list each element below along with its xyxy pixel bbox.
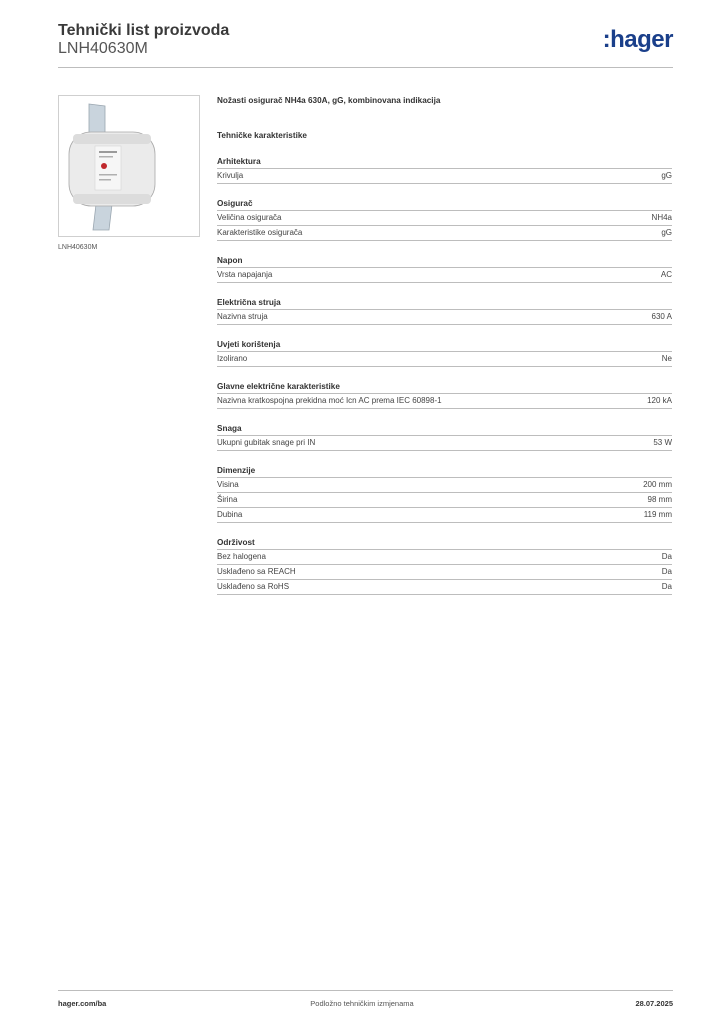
- spec-group: [217, 537, 672, 595]
- logo-text: hager: [610, 26, 673, 53]
- spec-row: [217, 550, 672, 565]
- fuse-illustration: [59, 96, 199, 236]
- spec-row: [217, 310, 672, 325]
- spec-value: 53 W: [653, 438, 672, 447]
- spec-row: [217, 436, 672, 451]
- hager-logo: :hager: [602, 26, 673, 53]
- spec-groups: [217, 156, 672, 595]
- footer-disclaimer: Podložno tehničkim izmjenama: [310, 999, 414, 1008]
- spec-row: [217, 352, 672, 367]
- spec-group-title: Arhitektura: [217, 156, 672, 169]
- spec-row: [217, 226, 672, 241]
- spec-label: Usklađeno sa REACH: [217, 567, 296, 576]
- spec-group: [217, 465, 672, 523]
- spec-label: Dubina: [217, 510, 243, 519]
- product-image: [58, 95, 200, 237]
- spec-group-title: Električna struja: [217, 297, 672, 310]
- spec-label: Visina: [217, 480, 239, 489]
- spec-value: gG: [661, 171, 672, 180]
- spec-row: [217, 565, 672, 580]
- spec-group-title: Snaga: [217, 423, 672, 436]
- spec-row: [217, 508, 672, 523]
- spec-group: [217, 339, 672, 367]
- spec-group: [217, 297, 672, 325]
- header-divider: [58, 67, 673, 68]
- spec-value: 98 mm: [647, 495, 672, 504]
- spec-row: [217, 478, 672, 493]
- spec-row: [217, 493, 672, 508]
- spec-label: Usklađeno sa RoHS: [217, 582, 290, 591]
- spec-label: Bez halogena: [217, 552, 266, 561]
- spec-label: Širina: [217, 495, 238, 504]
- spec-label: Nazivna struja: [217, 312, 268, 321]
- product-description: Nožasti osigurač NH4a 630A, gG, kombinovana indikacija: [217, 96, 441, 105]
- spec-group-title: Održivost: [217, 537, 672, 550]
- footer-divider: [58, 990, 673, 991]
- spec-label: Karakteristike osigurača: [217, 228, 303, 237]
- spec-label: Veličina osigurača: [217, 213, 282, 222]
- spec-label: Ukupni gubitak snage pri IN: [217, 438, 316, 447]
- spec-group-title: Glavne električne karakteristike: [217, 381, 672, 394]
- footer-website[interactable]: hager.com/ba: [58, 999, 107, 1008]
- spec-label: Krivulja: [217, 171, 244, 180]
- spec-section: [217, 95, 672, 595]
- spec-row: [217, 580, 672, 595]
- spec-value: 630 A: [651, 312, 672, 321]
- spec-group-title: Dimenzije: [217, 465, 672, 478]
- spec-label: Nazivna kratkospojna prekidna moć Icn AC prema IEC 60898-1: [217, 396, 442, 405]
- spec-group: [217, 255, 672, 283]
- spec-value: Da: [661, 582, 672, 591]
- spec-row: [217, 394, 672, 409]
- spec-group: [217, 381, 672, 409]
- spec-row: [217, 211, 672, 226]
- page-header: [58, 20, 673, 68]
- spec-group-title: Uvjeti korištenja: [217, 339, 672, 352]
- spec-value: AC: [660, 270, 672, 279]
- image-caption: LNH40630M: [58, 244, 98, 251]
- spec-group: [217, 423, 672, 451]
- document-title: Tehnički list proizvoda: [58, 22, 230, 39]
- spec-label: Vrsta napajanja: [217, 270, 273, 279]
- spec-value: 119 mm: [643, 510, 672, 519]
- spec-value: Da: [661, 567, 672, 576]
- spec-value: gG: [661, 228, 672, 237]
- spec-value: Ne: [661, 354, 672, 363]
- spec-value: Da: [661, 552, 672, 561]
- spec-group: [217, 156, 672, 184]
- spec-value: 200 mm: [643, 480, 672, 489]
- spec-row: [217, 169, 672, 184]
- spec-group-title: Napon: [217, 255, 672, 268]
- spec-value: NH4a: [651, 213, 672, 222]
- spec-label: Izolirano: [217, 354, 248, 363]
- spec-row: [217, 268, 672, 283]
- footer-date: 28.07.2025: [635, 999, 673, 1008]
- spec-value: 120 kA: [647, 396, 672, 405]
- product-code: LNH40630M: [58, 40, 148, 57]
- spec-group: [217, 198, 672, 241]
- spec-group-title: Osigurač: [217, 198, 672, 211]
- tech-characteristics-heading: Tehničke karakteristike: [217, 131, 307, 140]
